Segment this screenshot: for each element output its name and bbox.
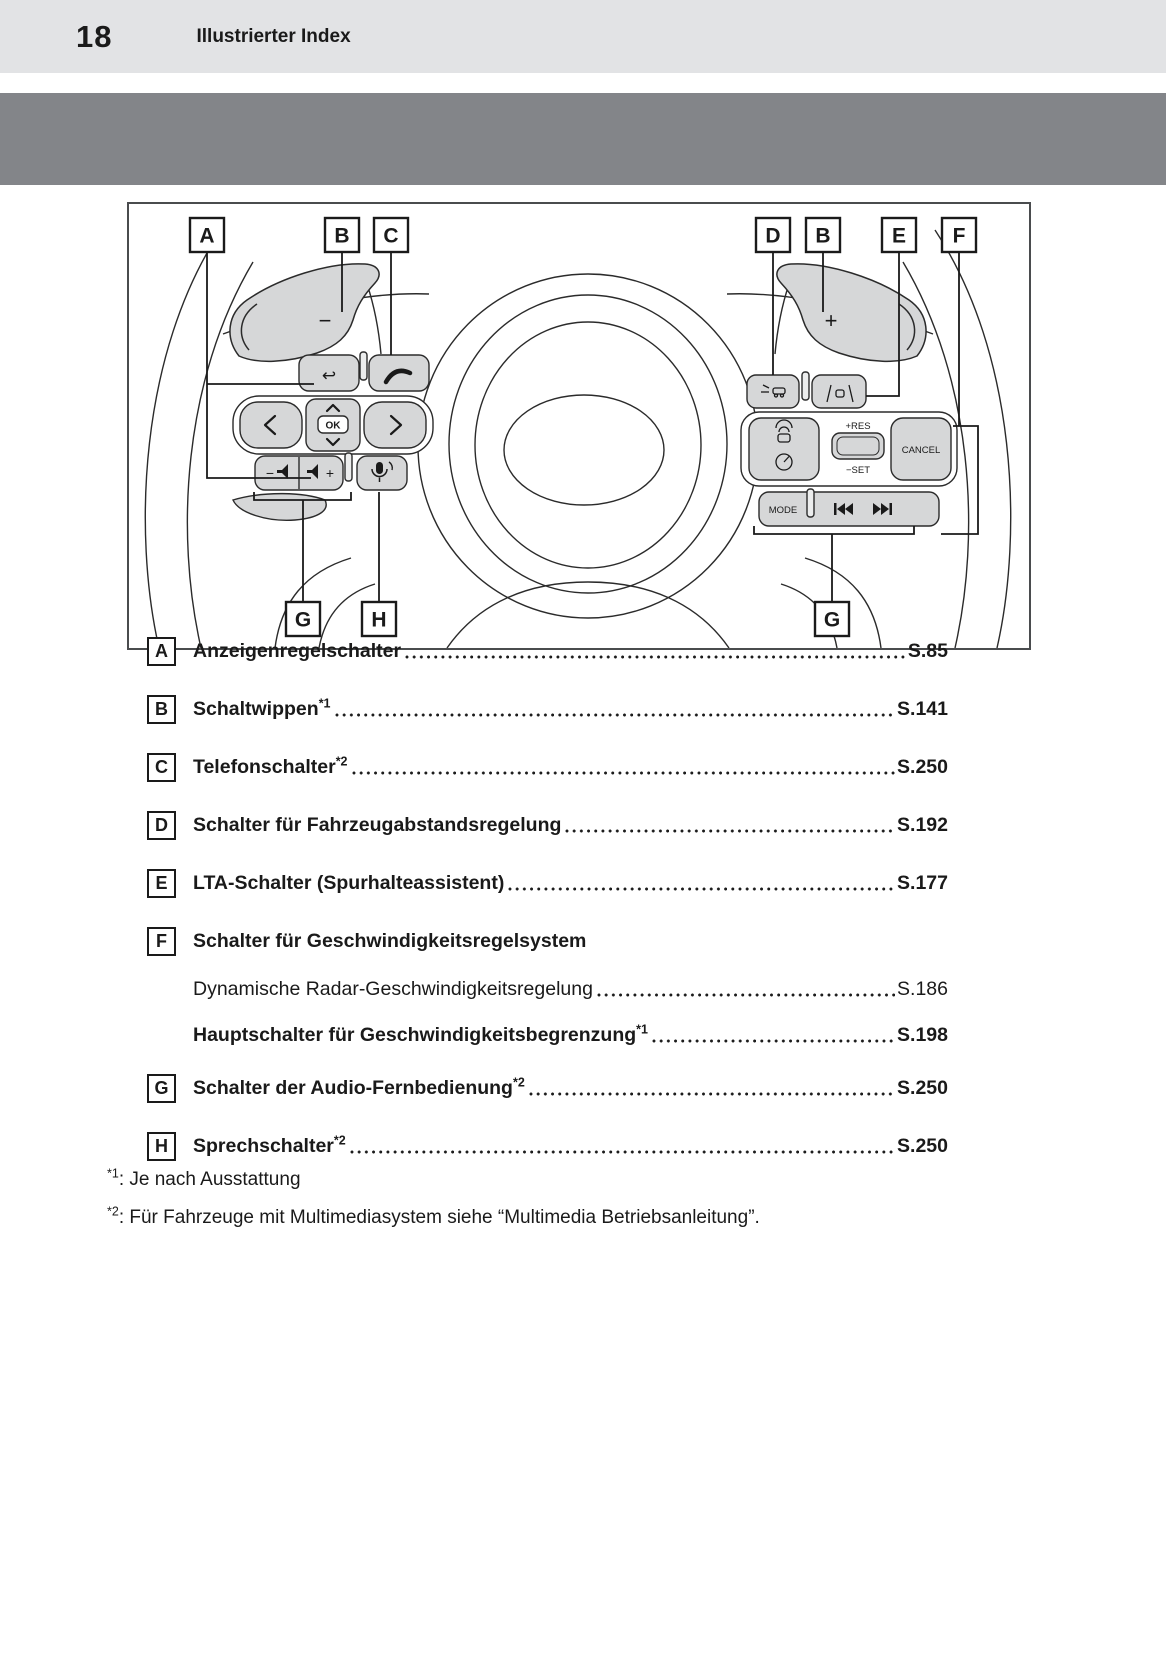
- index-row-g: [147, 1074, 948, 1103]
- page-number: 18: [76, 18, 113, 54]
- leader-f: [941, 252, 978, 534]
- dot-leader: [405, 655, 906, 659]
- footnote-2: $^{*2}$: Für Fahrzeuge mit Multimediasystem siehe “Multimedia Betriebsanleitung”.: [107, 1204, 760, 1228]
- index-sublabel: Dynamische Radar-Geschwindigkeitsregelung: [193, 978, 593, 1000]
- page-ref: S.177: [897, 872, 948, 894]
- callout-letter-f: F: [952, 224, 966, 248]
- paddle-stem-left: [367, 284, 381, 354]
- paddle-shifter-plus: [777, 264, 926, 362]
- volume-plus-label: +: [325, 465, 335, 481]
- paddle-shifter-minus: [230, 264, 379, 362]
- dot-leader: [335, 713, 896, 717]
- footnotes: [107, 1167, 1067, 1243]
- index-row-b: [147, 695, 948, 724]
- wheel-pad-ring-outer: [418, 274, 758, 618]
- paddle-minus-label: −: [318, 308, 332, 333]
- callout-letter-b-right: B: [815, 224, 831, 248]
- index-subrow-radar-cruise: [147, 975, 948, 1004]
- callout-letter-g-left: G: [294, 608, 312, 632]
- arrow-right-button: [364, 402, 426, 448]
- index-key-b: B: [147, 695, 176, 724]
- horn-pad: [504, 395, 664, 505]
- index-key-d: D: [147, 811, 176, 840]
- page-ref: S.141: [897, 698, 948, 720]
- set-label: −SET: [845, 465, 871, 476]
- page-ref: S.192: [897, 814, 948, 836]
- chapter-banner: [0, 93, 1166, 185]
- res-label: +RES: [845, 421, 871, 432]
- callout-letter-h: H: [371, 608, 387, 632]
- index-label: Anzeigenregelschalter: [193, 640, 402, 662]
- leader-g-right: [754, 526, 914, 602]
- wheel-pad-ring-middle: [449, 295, 727, 593]
- index-key-e: E: [147, 869, 176, 898]
- index-key-f: F: [147, 927, 176, 956]
- dot-leader: [350, 1150, 895, 1154]
- mode-label: MODE: [768, 505, 798, 516]
- page-ref: S.186: [897, 978, 948, 1000]
- page-ref: S.198: [897, 1024, 948, 1046]
- callout-letter-b-left: B: [334, 224, 350, 248]
- index-label: LTA-Schalter (Spurhalteassistent): [193, 872, 505, 894]
- index-label: Schalter für Fahrzeugabstandsregelung: [193, 814, 562, 836]
- page-ref: S.250: [897, 756, 948, 778]
- lta-button: [812, 375, 866, 408]
- index-label: Schalter der Audio-Fernbedienung$^{*2}$: [193, 1075, 525, 1099]
- dot-leader: [529, 1092, 895, 1096]
- index-subrow-speed-limiter: [147, 1021, 948, 1050]
- page-ref: S.250: [897, 1077, 948, 1099]
- index-row-h: [147, 1132, 948, 1161]
- section-title: Illustrierter Index: [196, 25, 351, 47]
- dot-leader: [352, 771, 896, 775]
- thumb-rest-left: [233, 494, 326, 521]
- footnote-1: $^{*1}$: Je nach Ausstattung: [107, 1166, 301, 1190]
- seam-slot: [807, 489, 814, 517]
- cancel-label: CANCEL: [901, 445, 941, 456]
- index-row-e: [147, 869, 948, 898]
- wheel-rim-left-outer: [145, 230, 221, 648]
- index-key-h: H: [147, 1132, 176, 1161]
- dot-leader: [652, 1039, 895, 1043]
- steering-wheel-illustration: [129, 204, 1029, 648]
- dot-leader: [597, 993, 895, 997]
- arrow-left-button: [240, 402, 302, 448]
- index-row-f: [147, 927, 948, 956]
- callout-letter-a: A: [199, 224, 215, 248]
- seam-slot: [802, 372, 809, 400]
- illustrated-index-list: [147, 637, 948, 1161]
- index-row-c: [147, 753, 948, 782]
- back-icon: ↩: [321, 366, 337, 385]
- index-label: Schaltwippen$^{*1}$: [193, 696, 331, 720]
- page-ref: S.85: [907, 640, 948, 662]
- paddle-stem-right: [775, 284, 789, 354]
- ok-label: OK: [325, 420, 341, 432]
- index-row-a: [147, 637, 948, 666]
- wheel-pad-ring-inner: [475, 322, 701, 568]
- index-key-a: A: [147, 637, 176, 666]
- page-header: [0, 0, 1166, 73]
- index-label: Telefonschalter$^{*2}$: [193, 754, 348, 778]
- steering-wheel-diagram: [127, 202, 1031, 650]
- callout-letter-d: D: [765, 224, 781, 248]
- volume-minus-label: −: [265, 465, 275, 481]
- paddle-plus-label: +: [824, 308, 838, 333]
- dot-leader: [565, 829, 895, 833]
- callout-letter-c: C: [383, 224, 399, 248]
- callout-letter-e: E: [891, 224, 907, 248]
- index-key-g: G: [147, 1074, 176, 1103]
- index-row-d: [147, 811, 948, 840]
- index-sublabel: Hauptschalter für Geschwindigkeitsbegrenzung$^{*1}$: [193, 1022, 648, 1046]
- index-label: Sprechschalter$^{*2}$: [193, 1133, 346, 1157]
- seam-slot: [360, 352, 367, 380]
- seam-slot: [345, 453, 352, 481]
- dot-leader: [508, 887, 895, 891]
- index-label: Schalter für Geschwindigkeitsregelsystem: [193, 930, 587, 952]
- talk-button: [357, 456, 407, 490]
- callout-letter-g-right: G: [823, 608, 841, 632]
- index-key-c: C: [147, 753, 176, 782]
- page-ref: S.250: [897, 1135, 948, 1157]
